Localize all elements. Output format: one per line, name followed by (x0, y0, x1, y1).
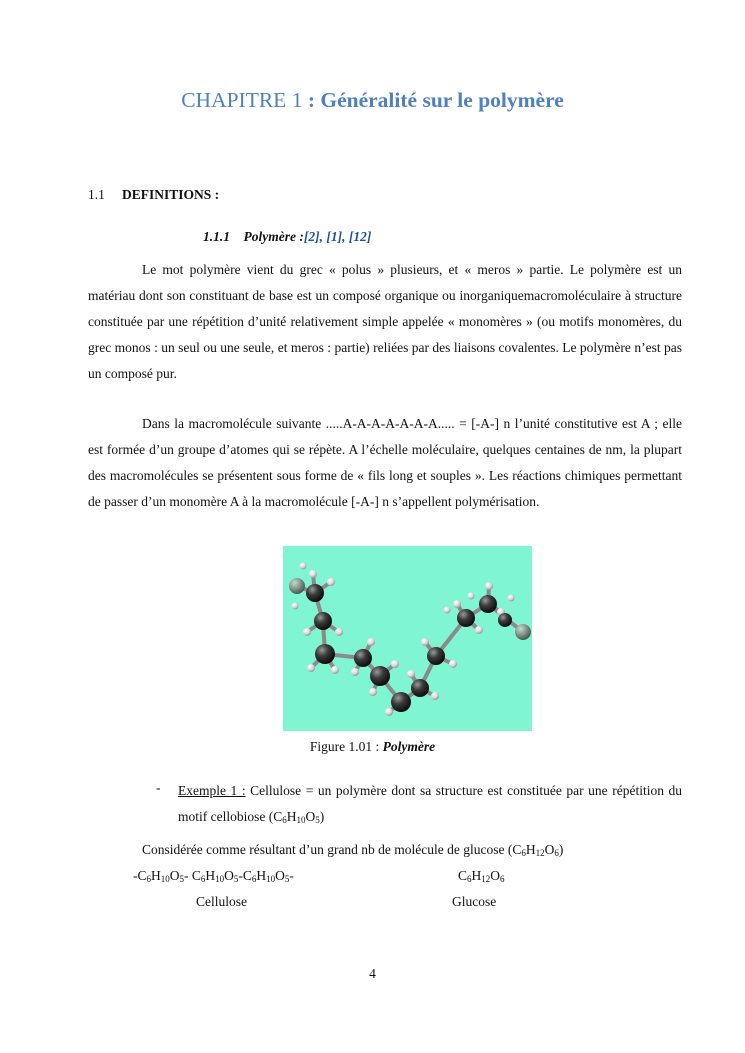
figure-caption-prefix: Figure 1.01 : (309, 739, 383, 754)
example-bullet: Exemple 1 : Cellulose = un polymère dont sa structure est constituée par une répétition du motif cellobiose $(C_6H_{10}O_5)$ (178, 783, 682, 825)
example-label: Exemple 1 : (178, 783, 246, 798)
glucose-sentence: Considérée comme résultant d’un grand nb de molécule de glucose $(C_6H_{12}O_6)$ (142, 842, 564, 858)
section-heading (88, 187, 219, 203)
subsection-label: Polymère : (243, 229, 304, 244)
polymer-molecule-illustration (283, 546, 532, 731)
chapter-title (0, 88, 745, 113)
bullet-dash: - (156, 780, 161, 795)
page-number: 4 (369, 966, 376, 981)
chapter-title-main: : Généralité sur le polymère (307, 88, 564, 112)
cellulose-label: Cellulose (196, 894, 247, 909)
example-text: Cellulose = un polymère dont sa structure est constituée par une répétition du motif cellobiose (C (178, 783, 682, 824)
subsection-refs: [2], [1], [12] (303, 229, 372, 244)
section-label: DEFINITIONS : (122, 187, 220, 202)
paragraph-macromolecule (88, 411, 682, 515)
glucose-label: Glucose (452, 894, 497, 909)
subsection-number: 1.1.1 (203, 229, 230, 244)
figure-caption (0, 739, 745, 755)
figure-caption-name: Polymère (382, 739, 436, 754)
paragraph-macromolecule-text: Dans la macromolécule suivante .....A-A-A-A-A-A-A..... = [-A-] n l’unité constitutive est A ; elle est formée d’un groupe d’atomes qui se répète. A l’échelle moléculaire, quelques centaines de nm, la plupart des macromolécules se présentent sous forme de « fils long et souples ». Les réactions chimiques permettant de passer d’un monomère A à la macromolécule [-A-] n s’appellent polymérisation. (88, 416, 682, 509)
paragraph-definition-text: Le mot polymère vient du grec « polus » plusieurs, et « meros » partie. Le polymère est un matériau dont son constituant de base est un composé organique ou inorganiquemacromoléculaire à structure constituée par une répétition d’unité relativement simple appelée « monomères » (ou motifs monomères, du grec monos : un seul ou une seule, et meros : partie) reliées par des liaisons covalentes. Le polymère n’est pas un composé pur. (88, 262, 682, 381)
glucose-formula: $C_6H_{12}O_6$ (458, 868, 505, 884)
chapter-title-prefix: CHAPITRE 1 (181, 88, 308, 112)
section-number: 1.1 (88, 187, 105, 202)
paragraph-definition (88, 257, 682, 387)
subsection-heading (203, 229, 371, 245)
cellulose-formula: $-C_6H_{10}O_5-$ $C_6H_{10}O_5-C_6H_{10}O_5-$ (133, 868, 294, 884)
polymer-figure (283, 546, 532, 731)
